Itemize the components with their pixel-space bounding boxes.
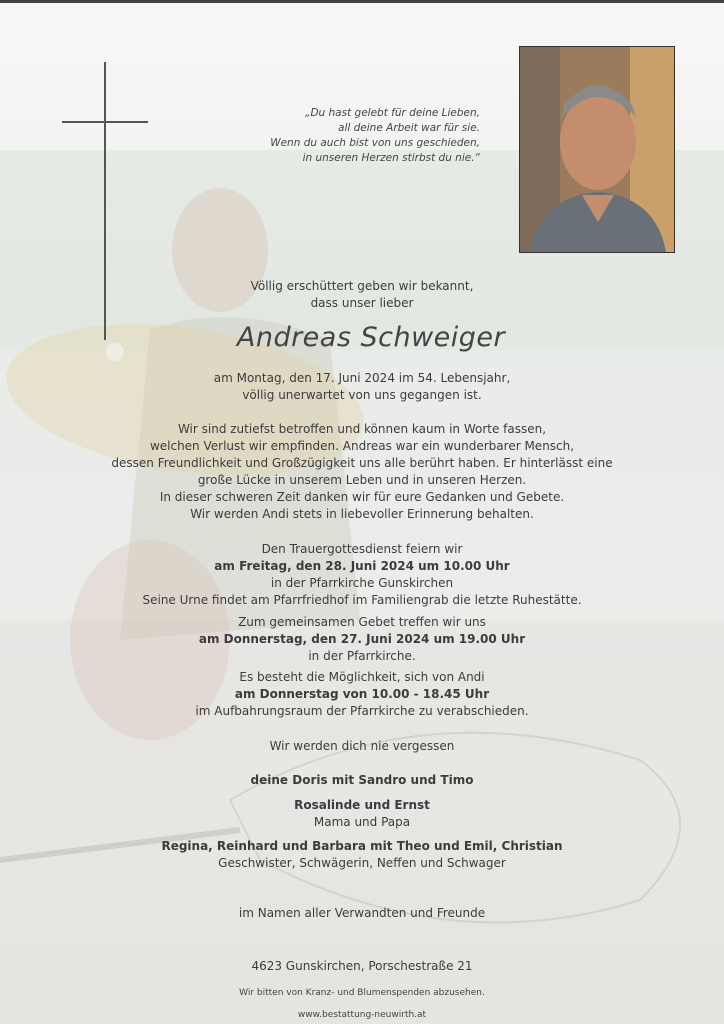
- cross-icon-bar: [62, 121, 148, 123]
- farewell-intro: Es besteht die Möglichkeit, sich von Andi: [239, 670, 485, 684]
- never-forget: Wir werden dich nie vergessen: [269, 739, 455, 753]
- mourner-names: Regina, Reinhard und Barbara mit Theo und Emil, Christian: [161, 839, 563, 853]
- portrait-photo: [519, 46, 675, 253]
- portrait-image: [520, 47, 674, 252]
- farewell-viewing: [62, 669, 662, 720]
- poem-line: in unseren Herzen stirbst du nie.“: [302, 152, 480, 164]
- tribute-text: [62, 421, 662, 523]
- farewell-date: am Donnerstag von 10.00 - 18.45 Uhr: [234, 687, 490, 701]
- death-notice: [62, 370, 662, 404]
- farewell-place: im Aufbahrungsraum der Pfarrkirche zu verabschieden.: [195, 704, 529, 718]
- mourner-relation: Geschwister, Schwägerin, Neffen und Schwager: [218, 856, 506, 870]
- poem-line: „Du hast gelebt für deine Lieben,: [305, 107, 480, 119]
- address: 4623 Gunskirchen, Porschestraße 21: [251, 959, 473, 973]
- mourner-names: deine Doris mit Sandro und Timo: [250, 773, 474, 787]
- tribute-line: große Lücke in unserem Leben und in unseren Herzen.: [197, 473, 527, 487]
- top-border: [0, 0, 724, 3]
- announcement-line: dass unser lieber: [310, 296, 414, 310]
- service-place: in der Pfarrkirche Gunskirchen: [270, 576, 454, 590]
- deceased-name: Andreas Schweiger: [236, 322, 506, 353]
- announcement-line: Völlig erschüttert geben wir bekannt,: [250, 279, 474, 293]
- memorial-poem: [200, 106, 480, 166]
- prayer-place: in der Pfarrkirche.: [308, 649, 416, 663]
- funeral-service: [62, 541, 662, 609]
- mourner-relation: Mama und Papa: [313, 815, 411, 829]
- donation-note: Wir bitten von Kranz- und Blumenspenden abzusehen.: [239, 988, 485, 998]
- tribute-line: welchen Verlust wir empfinden. Andreas war ein wunderbarer Mensch,: [149, 439, 575, 453]
- poem-line: Wenn du auch bist von uns geschieden,: [270, 137, 480, 149]
- announcement: [62, 278, 662, 312]
- website-link[interactable]: www.bestattung-neuwirth.at: [297, 1010, 427, 1020]
- death-line: am Montag, den 17. Juni 2024 im 54. Lebensjahr,: [213, 371, 511, 385]
- mourners-list: [62, 772, 662, 872]
- prayer-meeting: [62, 614, 662, 665]
- tribute-line: dessen Freundlichkeit und Großzügigkeit uns alle berührt haben. Er hinterlässt eine: [111, 456, 613, 470]
- tribute-line: In dieser schweren Zeit danken wir für eure Gedanken und Gebete.: [159, 490, 565, 504]
- service-intro: Den Trauergottesdienst feiern wir: [261, 542, 463, 556]
- tribute-line: Wir sind zutiefst betroffen und können kaum in Worte fassen,: [177, 422, 547, 436]
- poem-line: all deine Arbeit war für sie.: [338, 122, 480, 134]
- prayer-date: am Donnerstag, den 27. Juni 2024 um 19.00 Uhr: [198, 632, 526, 646]
- death-line: völlig unerwartet von uns gegangen ist.: [242, 388, 482, 402]
- service-date: am Freitag, den 28. Juni 2024 um 10.00 Uhr: [214, 559, 510, 573]
- service-urn: Seine Urne findet am Pfarrfriedhof im Familiengrab die letzte Ruhestätte.: [142, 593, 582, 607]
- mourner-names: Rosalinde und Ernst: [294, 798, 430, 812]
- relatives-line: im Namen aller Verwandten und Freunde: [238, 906, 486, 920]
- prayer-intro: Zum gemeinsamen Gebet treffen wir uns: [238, 615, 486, 629]
- tribute-line: Wir werden Andi stets in liebevoller Erinnerung behalten.: [190, 507, 534, 521]
